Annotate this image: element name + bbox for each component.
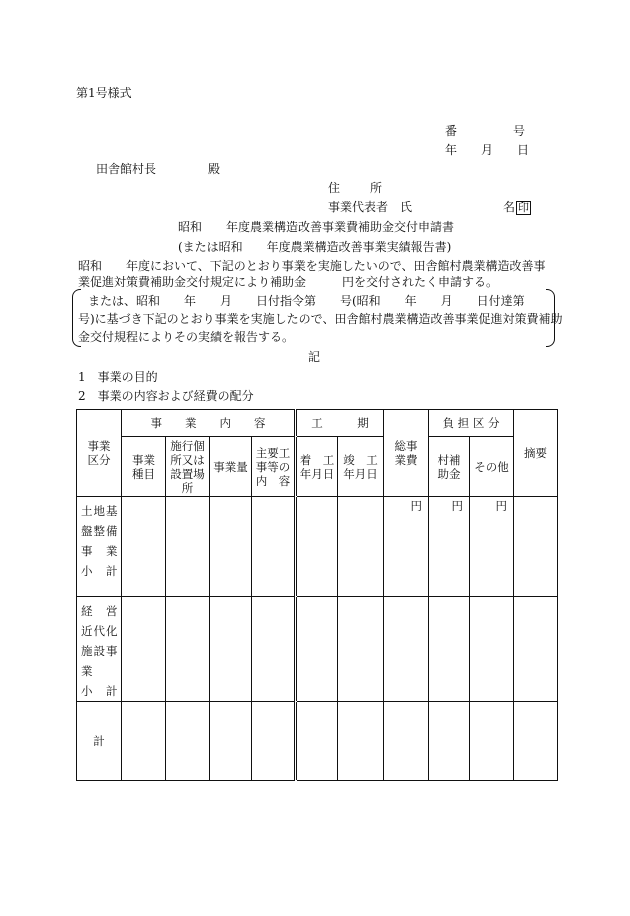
header-tekiyou: 摘要 xyxy=(514,410,558,497)
header-muraho: 村補 助金 xyxy=(429,437,470,497)
table-cell[interactable] xyxy=(122,702,166,781)
header-soujigyouhi: 総事 業費 xyxy=(384,410,429,497)
title-application: 昭和 年度農業構造改善事業費補助金交付申請書 xyxy=(178,220,455,234)
header-kouki: 工 期 xyxy=(297,410,384,437)
table-cell[interactable] xyxy=(338,597,384,702)
item-content: 2 事業の内容および経費の配分 xyxy=(78,389,254,403)
body-line-3: または、昭和 年 月 日付指令第 号(昭和 年 月 日付達第 xyxy=(88,294,525,308)
table-cell[interactable] xyxy=(297,497,338,597)
seal-box: 印 xyxy=(518,201,530,214)
table-cell[interactable] xyxy=(297,597,338,702)
body-line-2: 業促進対策費補助金交付規定により補助金 円を交付されたく申請する。 xyxy=(78,275,499,289)
table-cell[interactable] xyxy=(252,597,295,702)
body-line-5: 金交付規程によりその実績を報告する。 xyxy=(78,330,295,344)
header-sonota: その他 xyxy=(470,437,514,497)
table-cell[interactable] xyxy=(122,497,166,597)
header-jigyouryou: 事業量 xyxy=(210,437,252,497)
expense-table xyxy=(76,409,558,781)
honorific: 殿 xyxy=(208,162,221,176)
table-cell[interactable] xyxy=(210,702,252,781)
address-label-b: 所 xyxy=(370,181,383,195)
table-cell[interactable] xyxy=(338,702,384,781)
yen-sonota: 円 xyxy=(470,497,514,597)
address-label xyxy=(328,181,383,195)
ki-heading: 記 xyxy=(308,350,321,364)
table-cell[interactable] xyxy=(429,702,470,781)
form-number: 第1号様式 xyxy=(76,86,132,100)
year-label: 年 xyxy=(445,143,458,157)
header-futan-kubun: 負 担 区 分 xyxy=(429,410,514,437)
table-cell[interactable] xyxy=(514,597,558,702)
header-shunkou: 竣 工 年月日 xyxy=(338,437,384,497)
table-cell[interactable] xyxy=(252,497,295,597)
title-report: (または昭和 年度農業構造改善事業実績報告書) xyxy=(178,240,452,254)
month-label: 月 xyxy=(481,143,494,157)
table-row xyxy=(77,597,558,702)
table-cell[interactable] xyxy=(210,597,252,702)
table-row xyxy=(77,702,558,781)
representative-label: 事業代表者 氏 xyxy=(328,200,413,214)
header-chakkou: 着 工 年月日 xyxy=(297,437,338,497)
go-label: 号 xyxy=(512,124,525,138)
table-cell[interactable] xyxy=(384,597,429,702)
table-cell[interactable] xyxy=(470,597,514,702)
body-line-4: 号)に基づき下記のとおり事業を実施したので、田舎館村農業構造改善事業促進対策費補助 xyxy=(78,312,563,326)
table-cell[interactable] xyxy=(470,702,514,781)
table-cell[interactable] xyxy=(384,702,429,781)
header-shuyou-kouji: 主要工 事等の 内 容 xyxy=(252,437,295,497)
item-purpose: 1 事業の目的 xyxy=(78,370,158,384)
table-cell[interactable] xyxy=(297,702,338,781)
body-line-1: 昭和 年度において、下記のとおり事業を実施したいので、田舎館村農業構造改善事 xyxy=(78,259,546,273)
yen-soujigyouhi: 円 xyxy=(384,497,429,597)
table-cell[interactable] xyxy=(429,597,470,702)
header-jigyou-shumoku: 事業 種目 xyxy=(122,437,166,497)
table-cell[interactable] xyxy=(166,597,210,702)
name-label: 名 xyxy=(503,200,516,214)
row-tochi-kiban: 土地基 盤整備 事 業 小 計 xyxy=(77,497,122,597)
table-row xyxy=(77,497,558,597)
addressee-line xyxy=(96,162,221,176)
row-total: 計 xyxy=(77,702,122,781)
table-cell[interactable] xyxy=(166,497,210,597)
representative-line xyxy=(328,200,530,214)
address-label-a: 住 xyxy=(328,181,341,195)
header-jigyou-kubun: 事業 区分 xyxy=(77,410,122,497)
name-suffix xyxy=(503,200,531,215)
table-cell[interactable] xyxy=(514,497,558,597)
day-label: 日 xyxy=(517,143,530,157)
header-sekou-kasho: 施行個 所又は 設置場 所 xyxy=(166,437,210,497)
ban-label: 番 xyxy=(445,124,458,138)
table-cell[interactable] xyxy=(514,702,558,781)
table-cell[interactable] xyxy=(166,702,210,781)
table-cell[interactable] xyxy=(210,497,252,597)
document-number-line xyxy=(445,124,533,138)
table-cell[interactable] xyxy=(252,702,295,781)
table-cell[interactable] xyxy=(338,497,384,597)
addressee: 田舎館村長 xyxy=(96,162,157,176)
table-cell[interactable] xyxy=(122,597,166,702)
yen-muraho: 円 xyxy=(429,497,470,597)
row-keiei-kindaika: 経 営 近代化 施設事 業 小 計 xyxy=(77,597,122,702)
header-jigyou-naiyou: 事 業 内 容 xyxy=(122,410,295,437)
